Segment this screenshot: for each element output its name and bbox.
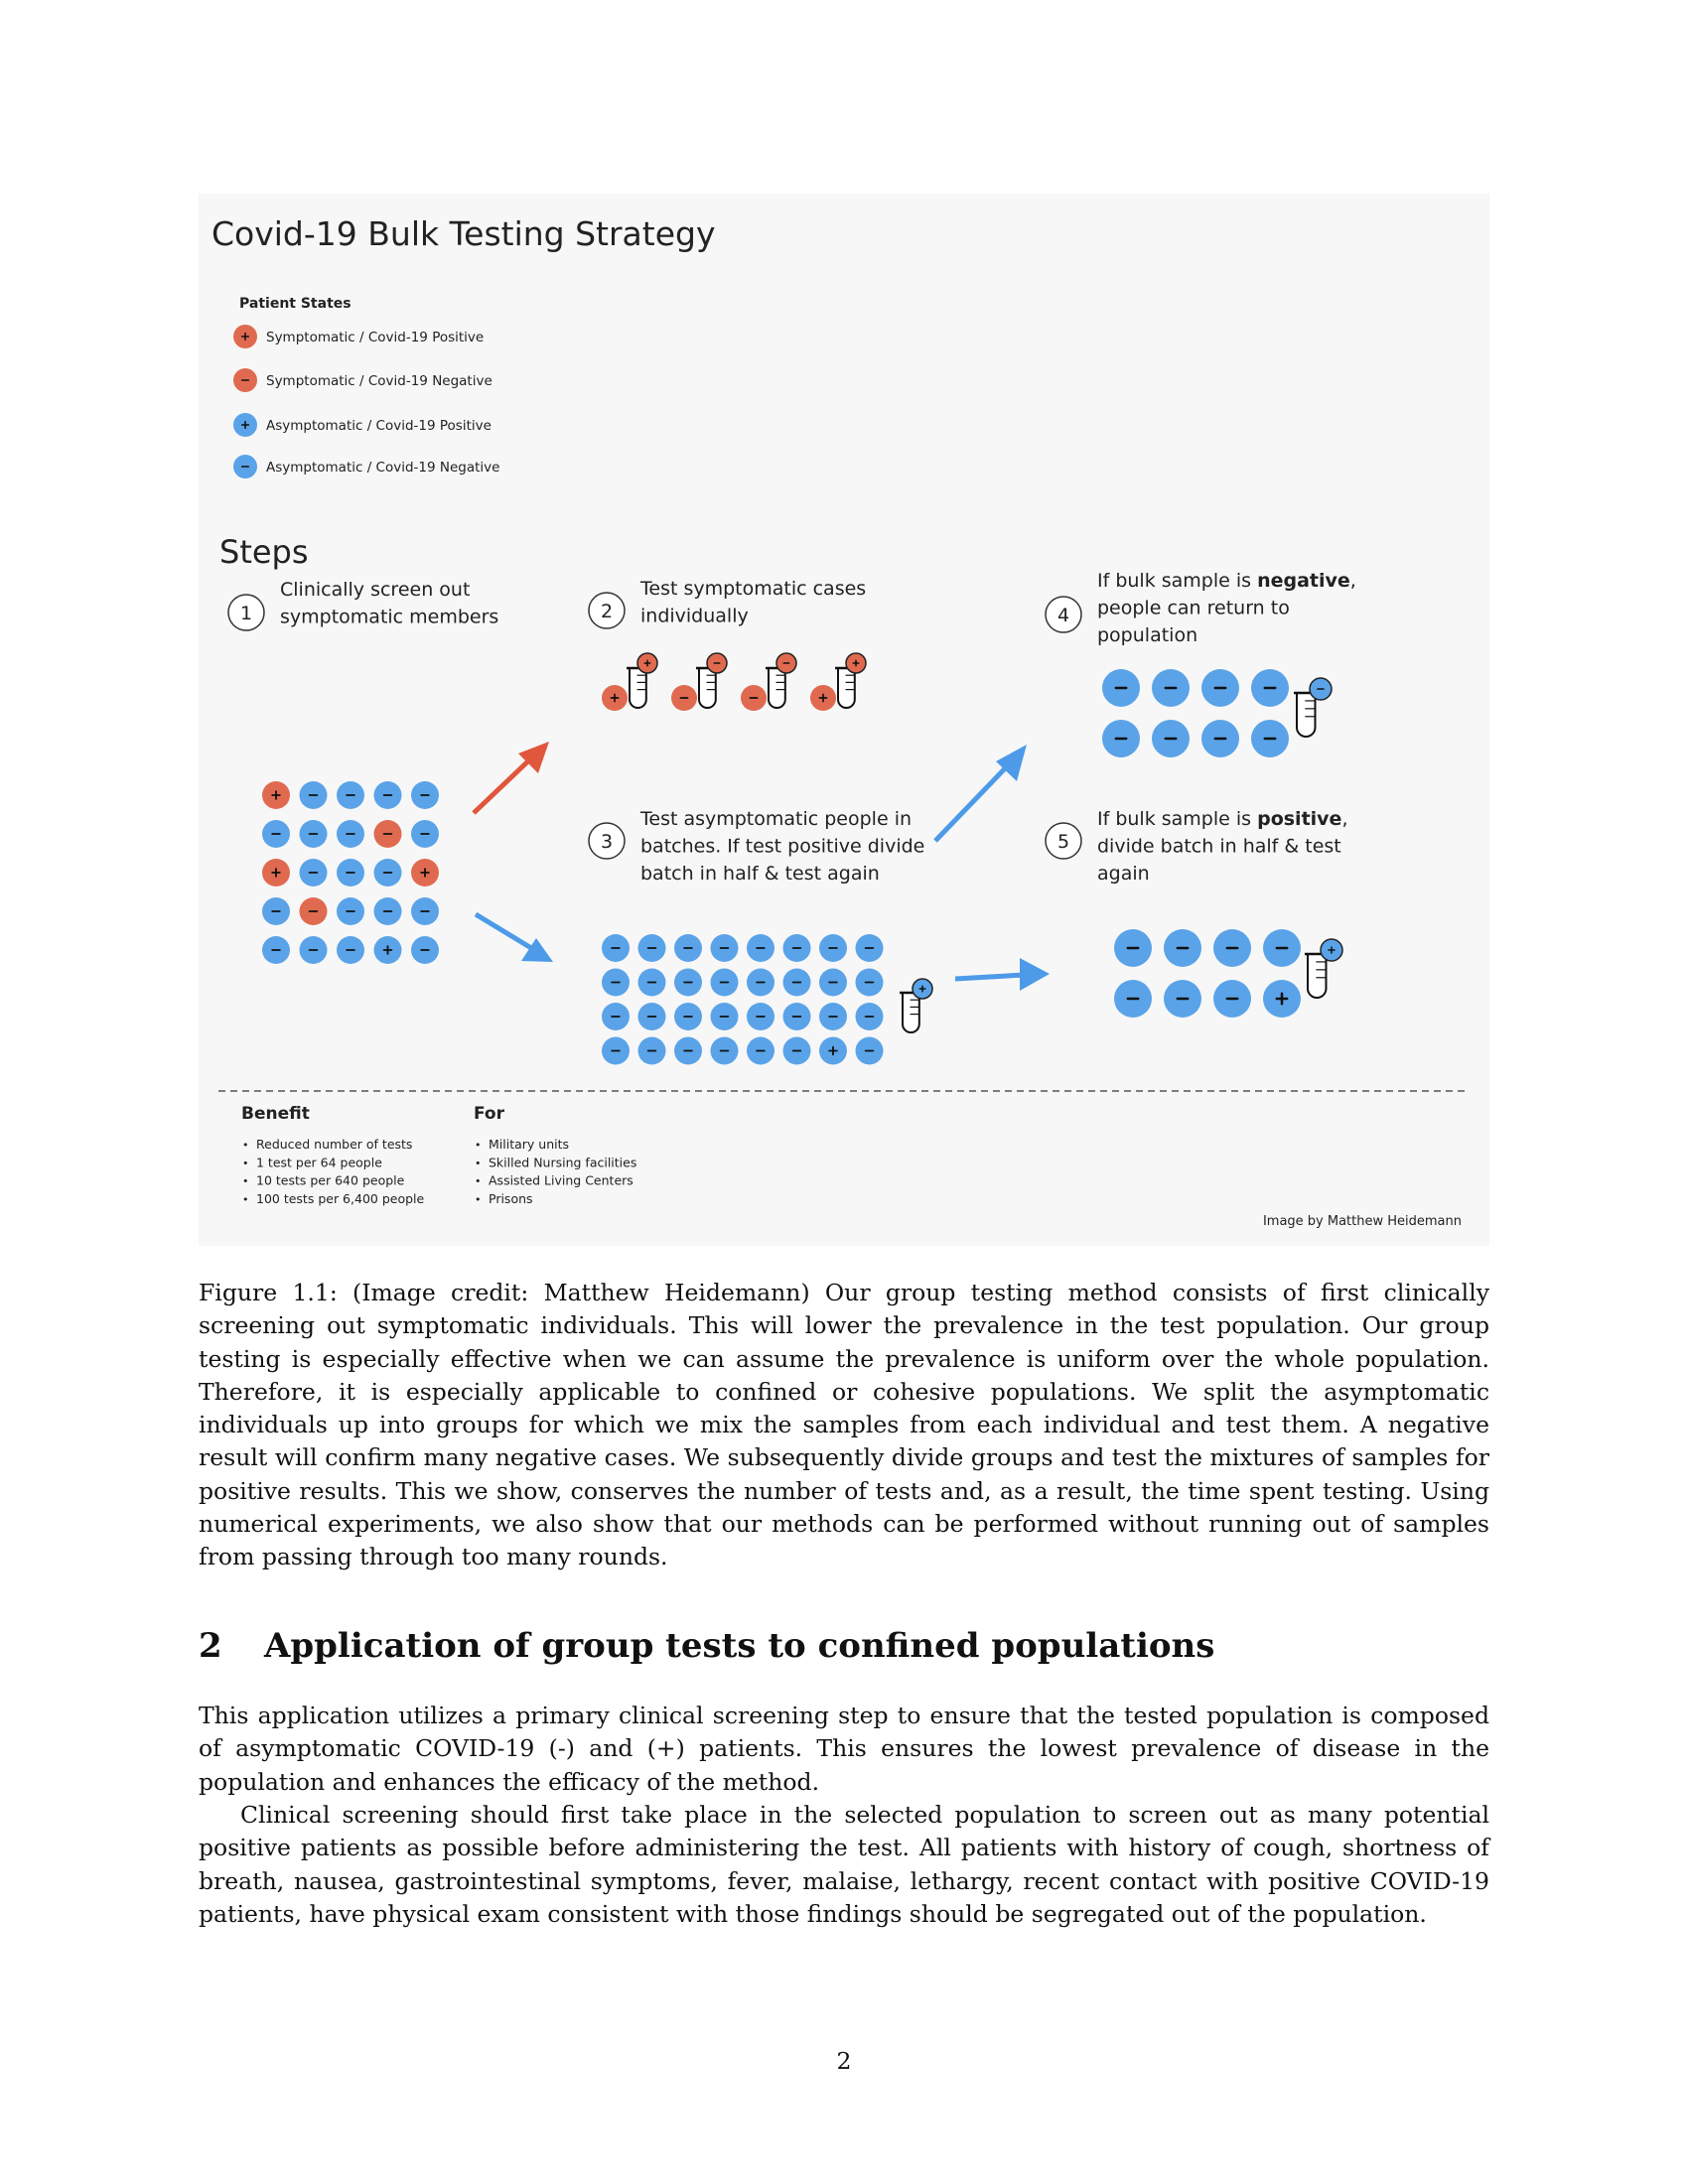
image-credit: Image by Matthew Heidemann xyxy=(1262,1214,1462,1229)
step-number-1: 1 xyxy=(239,603,253,624)
batch-person-r2-c1 xyxy=(602,969,630,997)
positive-person-r1-c1 xyxy=(1114,929,1152,967)
batch-person-r1-c5 xyxy=(747,934,774,962)
positive-person-r2-c4 xyxy=(1263,980,1301,1018)
step-number-4: 4 xyxy=(1056,605,1070,626)
negative-person-r2-c3 xyxy=(1201,720,1239,757)
step-number-2: 2 xyxy=(600,601,614,622)
batch-person-r4-c2 xyxy=(638,1037,666,1065)
for-bullet-4: • xyxy=(475,1192,482,1206)
person-r4-c3 xyxy=(337,897,364,925)
batch-person-r3-c6 xyxy=(783,1003,811,1030)
arrow-head-to-positive xyxy=(1020,958,1050,991)
person-r1-c5 xyxy=(411,781,439,809)
batch-person-r2-c2 xyxy=(638,969,666,997)
batch-person-r1-c6 xyxy=(783,934,811,962)
step-3 xyxy=(589,808,924,885)
person-r2-c1 xyxy=(262,820,290,848)
step-5-line-1: If bulk sample is positive, xyxy=(1097,808,1348,830)
batch-person-r1-c4 xyxy=(711,934,739,962)
person-r2-c2 xyxy=(300,820,328,848)
person-r4-c5 xyxy=(411,897,439,925)
batch-person-r2-c6 xyxy=(783,969,811,997)
batch-person-r1-c3 xyxy=(674,934,702,962)
step-3-line-3: batch in half & test again xyxy=(640,863,880,885)
batch-person-r1-c7 xyxy=(819,934,847,962)
benefit-item-2: 1 test per 64 people xyxy=(256,1155,382,1170)
person-r5-c5 xyxy=(411,936,439,964)
arrow-to-negative xyxy=(935,762,1011,841)
positive-person-r2-c2 xyxy=(1164,980,1201,1018)
benefit-item-3: 10 tests per 640 people xyxy=(256,1172,405,1188)
negative-person-r1-c2 xyxy=(1152,669,1190,707)
asymptomatic-batch-grid xyxy=(602,934,932,1065)
person-r3-c5 xyxy=(411,859,439,887)
person-r2-c3 xyxy=(337,820,364,848)
test-tube-4 xyxy=(835,668,858,708)
step-2-line-1: Test symptomatic cases xyxy=(640,578,867,600)
positive-person-r2-c3 xyxy=(1213,980,1251,1018)
person-r1-c4 xyxy=(374,781,402,809)
batch-person-r4-c6 xyxy=(783,1037,811,1065)
person-r4-c2 xyxy=(300,897,328,925)
batch-person-r1-c2 xyxy=(638,934,666,962)
section-heading xyxy=(199,1626,1489,1666)
step-5 xyxy=(1046,808,1347,885)
positive-person-r2-c1 xyxy=(1114,980,1152,1018)
for-bullet-2: • xyxy=(475,1157,482,1170)
for-item-4: Prisons xyxy=(489,1190,533,1206)
batch-person-r3-c1 xyxy=(602,1003,630,1030)
batch-person-r4-c5 xyxy=(747,1037,774,1065)
step-number-3: 3 xyxy=(600,831,614,853)
negative-test-result xyxy=(1310,678,1332,700)
person-r3-c4 xyxy=(374,859,402,887)
step-1-line-2: symptomatic members xyxy=(280,606,499,628)
step-4-line-1: If bulk sample is negative, xyxy=(1097,570,1356,592)
step-2-line-2: individually xyxy=(640,605,749,627)
population-grid xyxy=(262,781,439,964)
for-list xyxy=(475,1137,636,1206)
positive-half-batch xyxy=(1114,929,1342,1018)
person-r3-c1 xyxy=(262,859,290,887)
person-r3-c3 xyxy=(337,859,364,887)
batch-person-r2-c7 xyxy=(819,969,847,997)
step-number-5: 5 xyxy=(1056,831,1070,853)
person-r5-c1 xyxy=(262,936,290,964)
batch-test-result xyxy=(913,979,932,999)
benefit-bullet-4: • xyxy=(242,1192,249,1206)
section-title: Application of group tests to confined populations xyxy=(264,1626,1215,1666)
person-r5-c4 xyxy=(374,936,402,964)
negative-person-r2-c1 xyxy=(1102,720,1140,757)
section-number: 2 xyxy=(199,1626,222,1666)
batch-person-r4-c1 xyxy=(602,1037,630,1065)
test-tube-3 xyxy=(766,668,788,708)
step-3-line-2: batches. If test positive divide xyxy=(640,835,925,858)
person-r2-c4 xyxy=(374,820,402,848)
legend-swatch-2 xyxy=(233,368,257,392)
test-tube-1 xyxy=(627,668,649,708)
step-2 xyxy=(589,578,866,628)
batch-person-r1-c8 xyxy=(856,934,884,962)
body-paragraph-1: This application utilizes a primary clinical screening step to ensure that the tested population is composed of asymptomatic COVID-19 (-) and (+) patients. This ensures the lowest prevalence of disease in the population and enhances the efficacy of the method. xyxy=(199,1702,1489,1796)
negative-person-r1-c4 xyxy=(1251,669,1289,707)
patient-states-legend xyxy=(233,325,499,478)
test-result-4 xyxy=(846,653,866,673)
negative-half-batch xyxy=(1102,669,1332,757)
person-r1-c1 xyxy=(262,781,290,809)
benefit-item-4: 100 tests per 6,400 people xyxy=(256,1190,425,1206)
legend-label-3: Asymptomatic / Covid-19 Positive xyxy=(266,418,492,434)
symptomatic-person-3 xyxy=(741,685,767,711)
step-3-line-1: Test asymptomatic people in xyxy=(640,808,913,830)
positive-person-r1-c3 xyxy=(1213,929,1251,967)
person-r4-c4 xyxy=(374,897,402,925)
positive-test-result xyxy=(1321,939,1342,961)
test-result-1 xyxy=(637,653,657,673)
test-result-2 xyxy=(707,653,727,673)
batch-person-r2-c5 xyxy=(747,969,774,997)
step-1 xyxy=(228,579,498,630)
test-result-3 xyxy=(776,653,796,673)
benefit-item-1: Reduced number of tests xyxy=(256,1137,413,1152)
batch-person-r2-c8 xyxy=(856,969,884,997)
negative-person-r1-c1 xyxy=(1102,669,1140,707)
for-heading: For xyxy=(474,1104,504,1124)
batch-person-r3-c8 xyxy=(856,1003,884,1030)
batch-person-r4-c3 xyxy=(674,1037,702,1065)
negative-person-r2-c4 xyxy=(1251,720,1289,757)
arrow-to-positive xyxy=(955,975,1025,979)
symptomatic-person-1 xyxy=(602,685,628,711)
symptomatic-person-4 xyxy=(810,685,836,711)
legend-heading: Patient States xyxy=(239,296,352,312)
body-paragraph-2: Clinical screening should first take place in the selected population to screen out as many potential positive patients as possible before administering the test. All patients with history of cough, shortness of breath, nausea, gastrointestinal symptoms, fever, malaise, lethargy, recent contact with positive COVID-19 patients, have physical exam consistent with those findings should be segregated out of the population. xyxy=(199,1801,1489,1928)
benefit-bullet-1: • xyxy=(242,1139,249,1152)
legend-label-1: Symptomatic / Covid-19 Positive xyxy=(266,330,485,345)
legend-label-2: Symptomatic / Covid-19 Negative xyxy=(266,373,492,389)
arrow-to-symptomatic xyxy=(474,755,534,813)
legend-swatch-4 xyxy=(233,455,257,478)
benefit-bullet-2: • xyxy=(242,1157,249,1170)
negative-person-r2-c2 xyxy=(1152,720,1190,757)
negative-person-r1-c3 xyxy=(1201,669,1239,707)
symptomatic-person-2 xyxy=(671,685,697,711)
step-4-line-3: population xyxy=(1097,624,1198,646)
person-r1-c3 xyxy=(337,781,364,809)
benefit-list xyxy=(242,1137,424,1206)
steps-heading: Steps xyxy=(219,533,309,571)
legend-swatch-1 xyxy=(233,325,257,348)
step-5-line-2: divide batch in half & test xyxy=(1097,835,1341,858)
benefit-bullet-3: • xyxy=(242,1174,249,1188)
step-4-line-2: people can return to xyxy=(1097,597,1290,619)
batch-person-r1-c1 xyxy=(602,934,630,962)
batch-person-r4-c4 xyxy=(711,1037,739,1065)
person-r5-c3 xyxy=(337,936,364,964)
for-item-1: Military units xyxy=(489,1137,570,1152)
bulk-testing-figure xyxy=(199,194,1489,1246)
person-r3-c2 xyxy=(300,859,328,887)
legend-label-4: Asymptomatic / Covid-19 Negative xyxy=(266,460,500,476)
for-item-2: Skilled Nursing facilities xyxy=(489,1155,637,1170)
symptomatic-individual-tests xyxy=(602,653,866,711)
step-1-line-1: Clinically screen out xyxy=(280,579,471,601)
legend-swatch-3 xyxy=(233,413,257,437)
negative-test-tube xyxy=(1294,693,1318,737)
batch-person-r3-c3 xyxy=(674,1003,702,1030)
arrow-to-batch xyxy=(476,914,536,951)
batch-person-r2-c3 xyxy=(674,969,702,997)
benefit-heading: Benefit xyxy=(241,1104,310,1124)
for-bullet-1: • xyxy=(475,1139,482,1152)
batch-person-r4-c7 xyxy=(819,1037,847,1065)
positive-person-r1-c2 xyxy=(1164,929,1201,967)
batch-person-r3-c7 xyxy=(819,1003,847,1030)
arrow-head-to-batch xyxy=(521,938,553,962)
batch-person-r3-c2 xyxy=(638,1003,666,1030)
positive-person-r1-c4 xyxy=(1263,929,1301,967)
for-item-3: Assisted Living Centers xyxy=(489,1172,633,1188)
person-r5-c2 xyxy=(300,936,328,964)
step-4 xyxy=(1046,570,1356,646)
person-r1-c2 xyxy=(300,781,328,809)
batch-person-r3-c4 xyxy=(711,1003,739,1030)
step-5-line-3: again xyxy=(1097,863,1150,885)
person-r2-c5 xyxy=(411,820,439,848)
page-number: 2 xyxy=(836,2047,852,2075)
batch-person-r4-c8 xyxy=(856,1037,884,1065)
batch-person-r2-c4 xyxy=(711,969,739,997)
batch-person-r3-c5 xyxy=(747,1003,774,1030)
figure-caption: Figure 1.1: (Image credit: Matthew Heidemann) Our group testing method consists of first clinically screening out symptomatic individuals. This will lower the prevalence in the test population. Our group testing is especially effective when we can assume the prevalence is uniform over the whole population. Therefore, it is especially applicable to confined or cohesive populations. We split the asymptomatic individuals up into groups for which we mix the samples from each individual and test them. A negative result will confirm many negative cases. We subsequently divide groups and test the mixtures of samples for positive results. This we show, conserves the number of tests and, as a result, the time spent testing. Using numerical experiments, we also show that our methods can be performed without running out of samples from passing through too many rounds. xyxy=(199,1279,1489,1571)
figure-title: Covid-19 Bulk Testing Strategy xyxy=(211,214,716,253)
positive-test-tube xyxy=(1305,954,1329,998)
for-bullet-3: • xyxy=(475,1174,482,1188)
person-r4-c1 xyxy=(262,897,290,925)
test-tube-2 xyxy=(696,668,719,708)
